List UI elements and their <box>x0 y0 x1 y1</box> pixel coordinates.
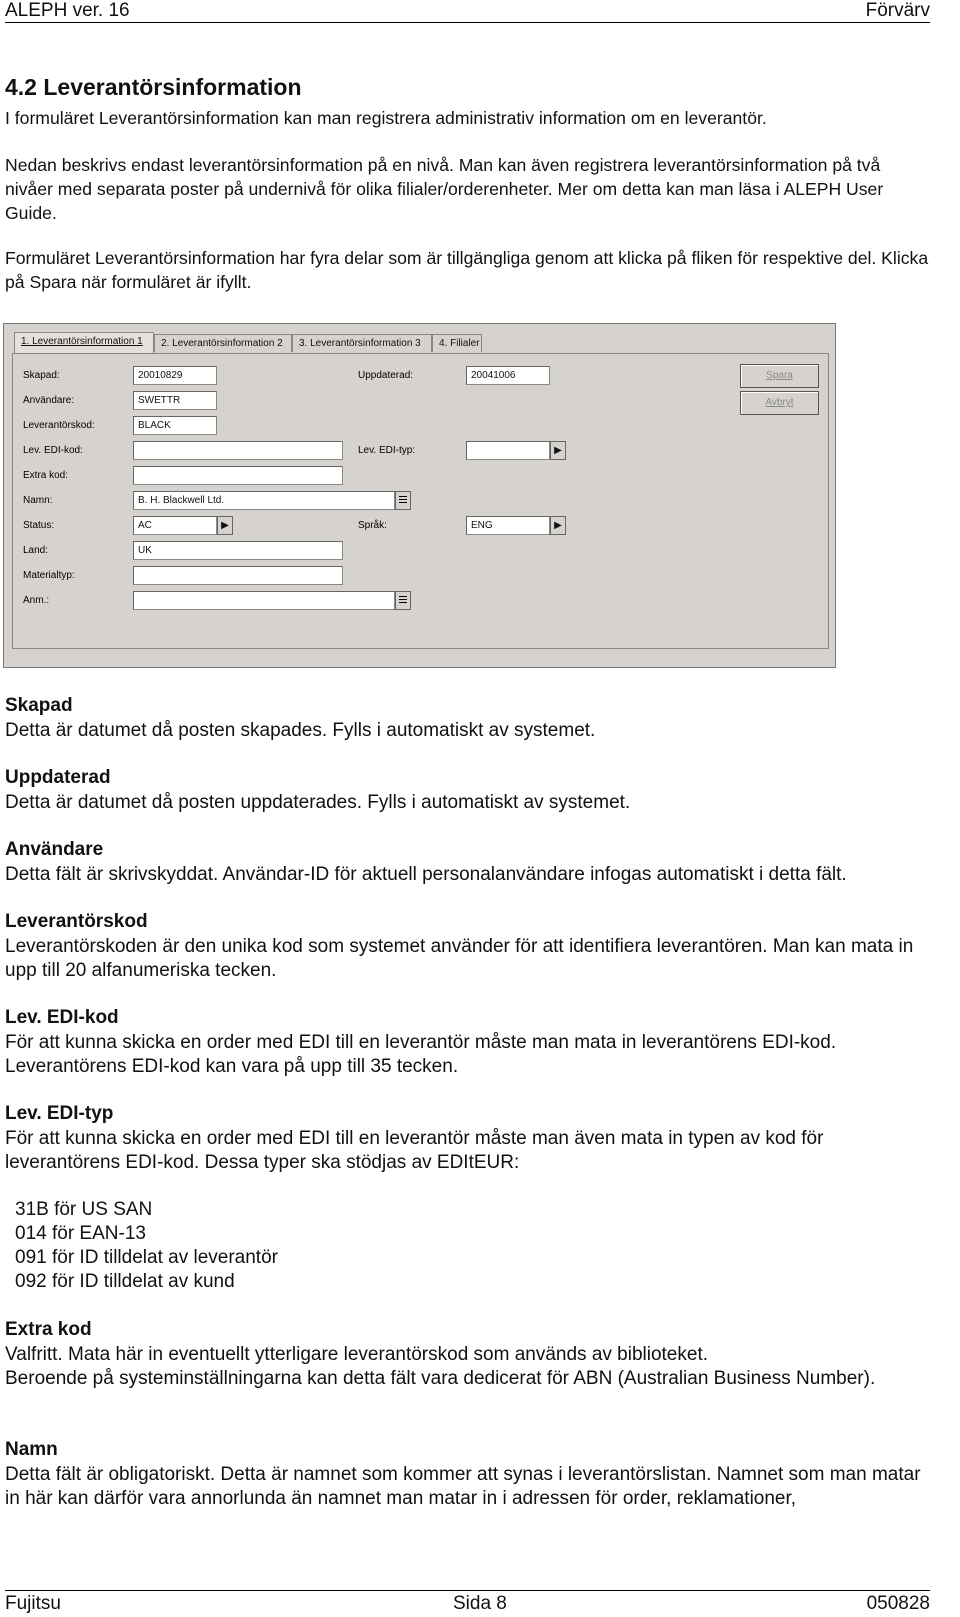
extra-code-input[interactable] <box>133 466 343 485</box>
text-extra-code-abn: Beroende på systeminställningarna kan detta fält vara dedicerat för ABN (Australian Business Number). <box>5 1368 876 1389</box>
text-supplier-code: Leverantörskoden är den unika kod som systemet använder för att identifiera leverantören. Man kan mata in upp till 20 alfanumeriska tecken. <box>5 936 914 981</box>
heading-edi-type: Lev. EDI-typ <box>5 1103 114 1124</box>
label-user: Användare: <box>23 395 75 406</box>
supplier-form-screenshot <box>3 323 836 668</box>
save-button[interactable]: Spara <box>740 364 819 388</box>
label-edi-type: Lev. EDI-typ: <box>358 445 416 456</box>
text-edi-code: För att kunna skicka en order med EDI till en leverantör måste man mata in leverantörens EDI-kod. Leverantörens EDI-kod kan vara på upp till 35 tecken. <box>5 1032 837 1077</box>
text-edi-type: För att kunna skicka en order med EDI till en leverantör måste man även mata in typen av kod för leverantörens EDI-kod. Dessa typer ska stödjas av EDItEUR: <box>5 1128 824 1173</box>
edi-code-input[interactable] <box>133 441 343 460</box>
tab-branches[interactable]: 4. Filialer <box>432 334 482 352</box>
heading-updated: Uppdaterad <box>5 767 111 788</box>
label-edi-code: Lev. EDI-kod: <box>23 445 83 456</box>
tab-supplier-info-1[interactable]: 1. Leverantörsinformation 1 <box>14 332 154 353</box>
edi-type-item: 092 för ID tilldelat av kund <box>15 1271 235 1292</box>
text-updated: Detta är datumet då posten uppdaterades. Fylls i automatiskt av systemet. <box>5 792 631 813</box>
material-type-input[interactable] <box>133 566 343 585</box>
note-input[interactable] <box>133 591 395 610</box>
supplier-code-input[interactable]: BLACK <box>133 416 217 435</box>
country-input[interactable]: UK <box>133 541 343 560</box>
heading-extra-code: Extra kod <box>5 1319 92 1340</box>
status-input[interactable]: AC <box>133 516 217 535</box>
footer-company: Fujitsu <box>5 1593 61 1614</box>
footer-page-number: Sida 8 <box>453 1593 507 1614</box>
text-created: Detta är datumet då posten skapades. Fylls i automatiskt av systemet. <box>5 720 596 741</box>
label-supplier-code: Leverantörskod: <box>23 420 95 431</box>
edi-type-item: 091 för ID tilldelat av leverantör <box>15 1247 278 1268</box>
language-input[interactable]: ENG <box>466 516 550 535</box>
intro-paragraph-2: Nedan beskrivs endast leverantörsinformation på en nivå. Man kan även registrera leverantörsinformation på två nivåer med separata poster på undernivå för olika filialer/orderenheter. Mer om detta kan man läsa i ALEPH User Guide. <box>5 155 884 223</box>
text-extra-code: Valfritt. Mata här in eventuellt ytterligare leverantörskod som används av biblioteket. <box>5 1344 708 1365</box>
language-dropdown-arrow-icon[interactable]: ▶ <box>550 516 566 535</box>
text-user: Detta fält är skrivskyddat. Användar-ID för aktuell personalanvändare infogas automatiskt i detta fält. <box>5 864 847 885</box>
label-name: Namn: <box>23 495 53 506</box>
label-language: Språk: <box>358 520 387 531</box>
edi-type-input[interactable] <box>466 441 550 460</box>
name-input[interactable]: B. H. Blackwell Ltd. <box>133 491 395 510</box>
updated-field: 20041006 <box>466 366 550 385</box>
edi-type-item: 014 för EAN-13 <box>15 1223 146 1244</box>
header-section: Förvärv <box>865 0 930 21</box>
label-extra-code: Extra kod: <box>23 470 69 481</box>
label-updated: Uppdaterad: <box>358 370 414 381</box>
status-dropdown-arrow-icon[interactable]: ▶ <box>217 516 233 535</box>
heading-created: Skapad <box>5 695 73 716</box>
heading-edi-code: Lev. EDI-kod <box>5 1007 119 1028</box>
form-panel <box>12 353 829 649</box>
edi-type-dropdown-arrow-icon[interactable]: ▶ <box>550 441 566 460</box>
cancel-button[interactable]: Avbryt <box>740 391 819 415</box>
header-product: ALEPH ver. 16 <box>5 0 130 21</box>
label-note: Anm.: <box>23 595 50 606</box>
heading-supplier-code: Leverantörskod <box>5 911 148 932</box>
intro-paragraph-3: Formuläret Leverantörsinformation har fyra delar som är tillgängliga genom att klicka på fliken för respektive del. Klicka på Spara när formuläret är ifyllt. <box>5 248 929 292</box>
section-title: 4.2 Leverantörsinformation <box>5 74 302 100</box>
label-material-type: Materialtyp: <box>23 570 75 581</box>
page-footer <box>5 1590 930 1615</box>
label-status: Status: <box>23 520 55 531</box>
page-header <box>5 0 930 23</box>
label-created: Skapad: <box>23 370 60 381</box>
user-field: SWETTR <box>133 391 217 410</box>
name-list-icon[interactable] <box>395 491 411 510</box>
tab-supplier-info-2[interactable]: 2. Leverantörsinformation 2 <box>154 334 292 352</box>
note-list-icon[interactable] <box>395 591 411 610</box>
text-name: Detta fält är obligatoriskt. Detta är namnet som kommer att synas i leverantörslistan. Namnet som man matar in här kan därför vara annorlunda än namnet man matar in i adressen för order, reklamationer, <box>5 1464 921 1509</box>
created-field: 20010829 <box>133 366 217 385</box>
label-country: Land: <box>23 545 49 556</box>
heading-name: Namn <box>5 1439 58 1460</box>
edi-type-item: 31B för US SAN <box>15 1199 153 1220</box>
intro-paragraph-1: I formuläret Leverantörsinformation kan man registrera administrativ information om en leverantör. <box>5 108 767 128</box>
tab-supplier-info-3[interactable]: 3. Leverantörsinformation 3 <box>292 334 432 352</box>
footer-date: 050828 <box>866 1593 930 1614</box>
heading-user: Användare <box>5 839 104 860</box>
